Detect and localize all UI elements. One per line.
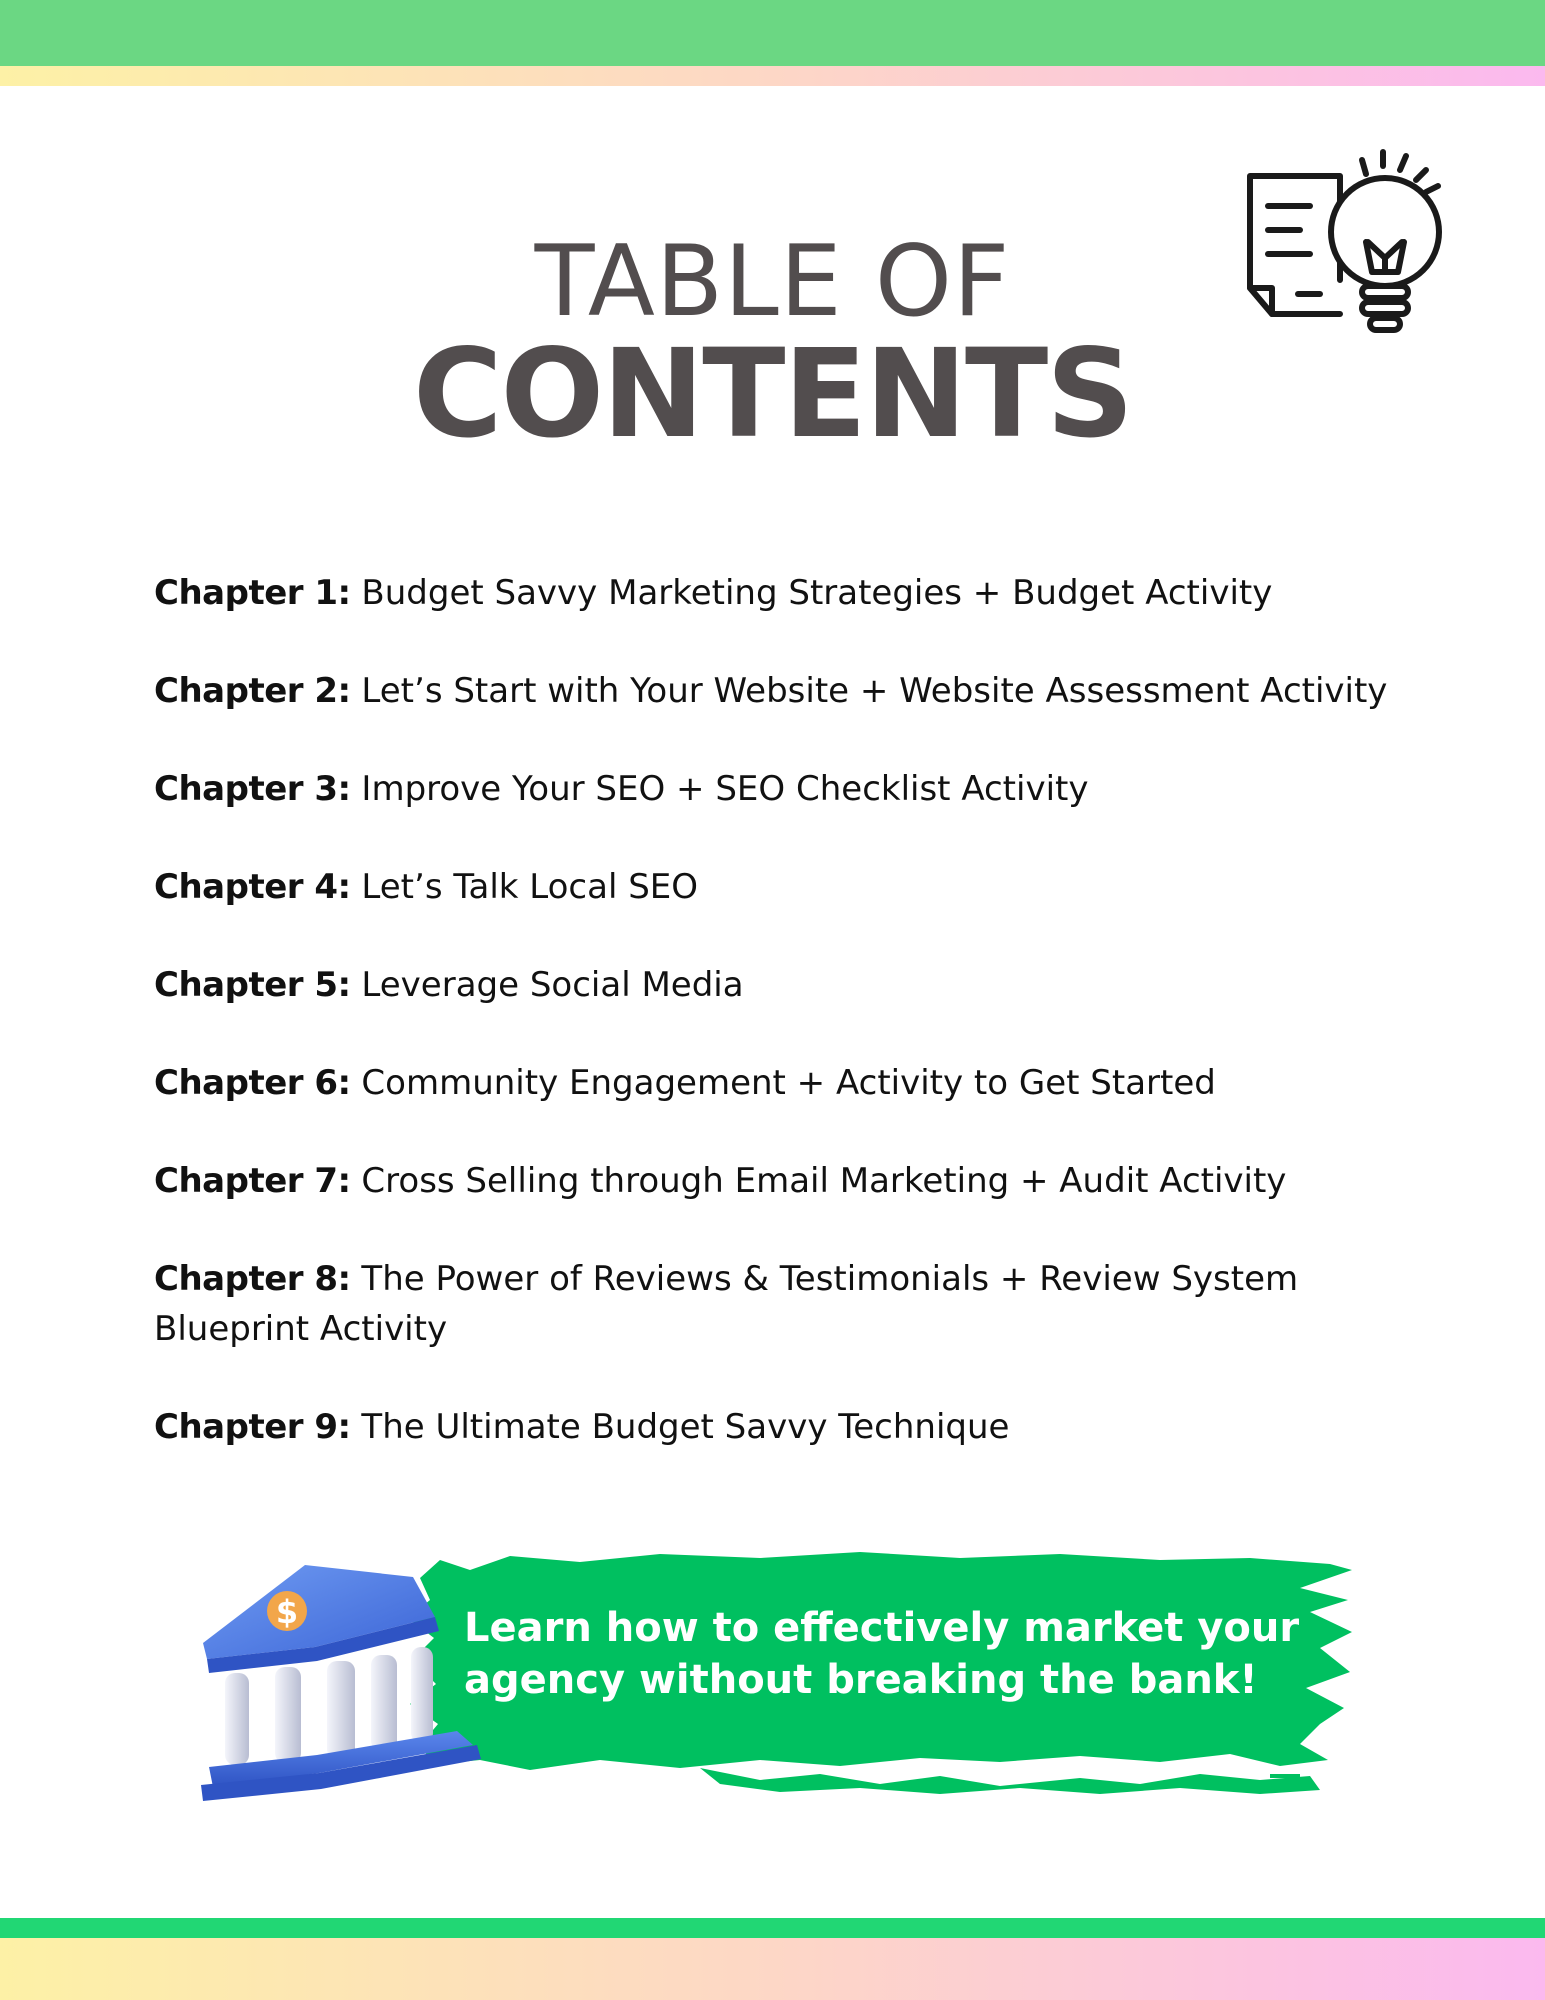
chapter-number: Chapter 6: bbox=[154, 1063, 351, 1103]
chapter-number: Chapter 8: bbox=[154, 1259, 351, 1299]
bank-dollar-icon bbox=[195, 1555, 485, 1805]
chapter-number: Chapter 4: bbox=[154, 867, 351, 907]
toc-item-chapter-7[interactable] bbox=[154, 1156, 1414, 1206]
page-title-line2: CONTENTS bbox=[412, 323, 1133, 465]
top-color-band bbox=[0, 0, 1545, 66]
toc-item-chapter-4[interactable] bbox=[154, 862, 1414, 912]
chapter-title: Leverage Social Media bbox=[361, 965, 744, 1005]
top-gradient-strip bbox=[0, 66, 1545, 86]
chapter-title: Budget Savvy Marketing Strategies + Budget Activity bbox=[361, 573, 1273, 613]
chapter-title: Cross Selling through Email Marketing + Audit Activity bbox=[361, 1161, 1287, 1201]
chapter-number: Chapter 9: bbox=[154, 1407, 351, 1447]
bottom-color-band bbox=[0, 1918, 1545, 1938]
toc-item-chapter-3[interactable] bbox=[154, 764, 1414, 814]
banner-tagline: Learn how to effectively market your agency without breaking the bank! bbox=[464, 1605, 1300, 1703]
chapter-number: Chapter 1: bbox=[154, 573, 351, 613]
toc-item-chapter-9[interactable] bbox=[154, 1402, 1414, 1452]
chapter-number: Chapter 3: bbox=[154, 769, 351, 809]
chapter-title: Improve Your SEO + SEO Checklist Activity bbox=[361, 769, 1089, 809]
chapter-title: Let’s Start with Your Website + Website Assessment Activity bbox=[361, 671, 1388, 711]
chapter-number: Chapter 2: bbox=[154, 671, 351, 711]
chapter-title: The Power of Reviews & Testimonials + Review System Blueprint Activity bbox=[154, 1259, 1299, 1349]
chapter-title: The Ultimate Budget Savvy Technique bbox=[361, 1407, 1010, 1447]
chapter-number: Chapter 7: bbox=[154, 1161, 351, 1201]
bottom-gradient-strip bbox=[0, 1938, 1545, 2000]
toc-item-chapter-6[interactable] bbox=[154, 1058, 1414, 1108]
toc-item-chapter-2[interactable] bbox=[154, 666, 1414, 716]
page-title-line1: TABLE OF bbox=[534, 225, 1011, 339]
toc-item-chapter-5[interactable] bbox=[154, 960, 1414, 1010]
table-of-contents bbox=[154, 568, 1414, 1500]
svg-text:$: $ bbox=[275, 1593, 299, 1631]
chapter-title: Community Engagement + Activity to Get Started bbox=[361, 1063, 1216, 1103]
chapter-number: Chapter 5: bbox=[154, 965, 351, 1005]
chapter-title: Let’s Talk Local SEO bbox=[361, 867, 699, 907]
toc-item-chapter-8[interactable] bbox=[154, 1254, 1414, 1354]
toc-item-chapter-1[interactable] bbox=[154, 568, 1414, 618]
document-lightbulb-icon bbox=[1240, 140, 1460, 350]
